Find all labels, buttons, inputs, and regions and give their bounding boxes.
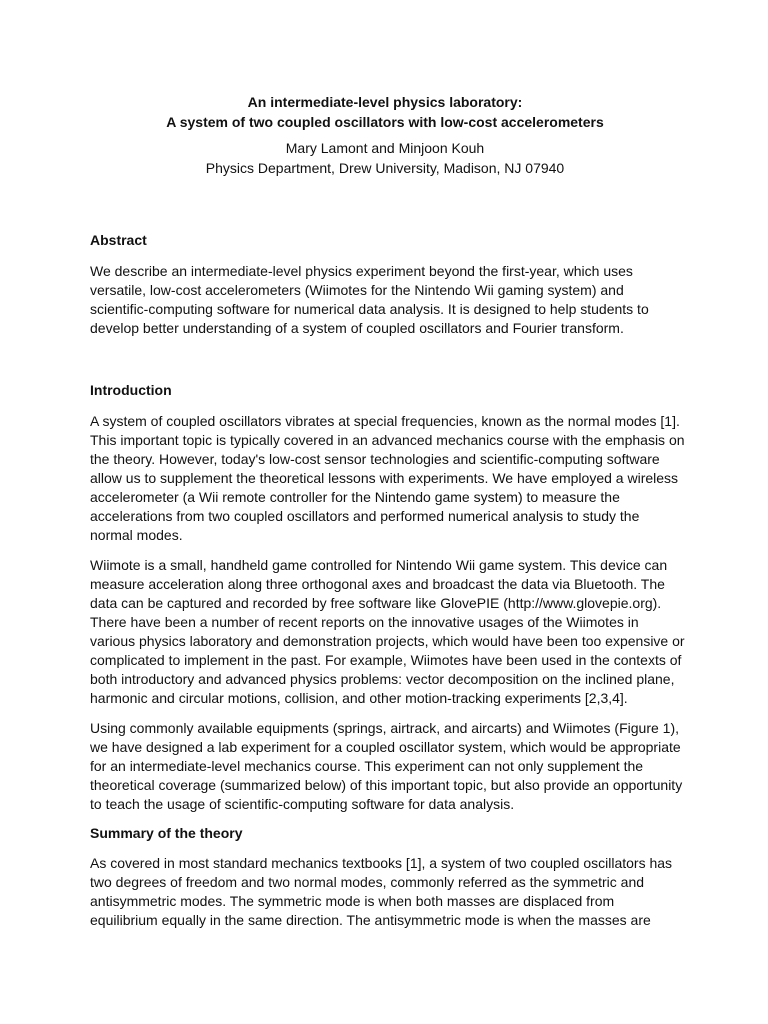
text-line: equilibrium equally in the same direction. The antisymmetric mode is when the masses are [90,912,651,928]
introduction-paragraph-1 [90,412,685,545]
theory-heading: Summary of the theory [90,825,243,841]
introduction-paragraph-3 [90,719,683,814]
text-line: we have designed a lab experiment for a coupled oscillator system, which would be appropriate [90,739,681,755]
abstract-heading: Abstract [90,232,147,248]
text-line: measure acceleration along three orthogonal axes and broadcast the data via Bluetooth. The [90,576,665,592]
text-line: accelerometer (a Wii remote controller for the Nintendo game system) to measure the [90,489,620,505]
text-line: harmonic and circular motions, collision, and other motion-tracking experiments [2,3,4]. [90,690,628,706]
paper-page [90,92,685,930]
text-line: data can be captured and recorded by free software like GlovePIE (http://www.glovepie.org). [90,595,662,611]
text-line: As covered in most standard mechanics textbooks [1], a system of two coupled oscillators has [90,855,673,871]
text-line: A system of coupled oscillators vibrates at special frequencies, known as the normal modes [1]. [90,413,680,429]
text-line: develop better understanding of a system of coupled oscillators and Fourier transform. [90,320,624,336]
text-line: normal modes. [90,527,183,543]
text-line: scientific-computing software for numerical data analysis. It is designed to help students to [90,301,649,317]
text-line: versatile, low-cost accelerometers (Wiimotes for the Nintendo Wii gaming system) and [90,282,624,298]
author-affiliation: Physics Department, Drew University, Madison, NJ 07940 [205,160,565,176]
text-line: This important topic is typically covered in an advanced mechanics course with the emphasis on [90,432,685,448]
author-names: Mary Lamont and Minjoon Kouh [285,140,485,156]
author-block [90,138,680,178]
introduction-paragraph-2 [90,556,685,708]
text-line: two degrees of freedom and two normal modes, commonly referred as the symmetric and [90,874,645,890]
text-line: various physics laboratory and demonstration projects, which would have been too expensive or [90,633,685,649]
text-line: accelerations from two coupled oscillators and performed numerical analysis to study the [90,508,640,524]
text-line: to teach the usage of scientific-computing software for data analysis. [90,796,515,812]
text-line: We describe an intermediate-level physics experiment beyond the first-year, which uses [90,263,633,279]
text-line: Using commonly available equipments (springs, airtrack, and aircarts) and Wiimotes (Figure 1), [90,720,679,736]
text-line: for an intermediate-level mechanics course. This experiment can not only supplement the [90,758,644,774]
title-line-2: A system of two coupled oscillators with low-cost accelerometers [166,114,604,130]
text-line: allow us to supplement the theoretical lessons with experiments. We have employed a wireless [90,470,679,486]
paper-title [90,92,680,132]
text-line: the theory. However, today's low-cost sensor technologies and scientific-computing software [90,451,660,467]
text-line: both introductory and advanced physics problems: vector decomposition on the inclined plane, [90,671,675,687]
theory-paragraph-1 [90,854,680,930]
text-line: There have been a number of recent reports on the innovative usages of the Wiimotes in [90,614,639,630]
text-line: antisymmetric modes. The symmetric mode is when both masses are displaced from [90,893,615,909]
abstract-paragraph [90,262,680,338]
text-line: Wiimote is a small, handheld game controlled for Nintendo Wii game system. This device can [90,557,668,573]
introduction-heading: Introduction [90,382,172,398]
title-line-1: An intermediate-level physics laboratory: [247,94,523,110]
text-line: theoretical coverage (summarized below) of this important topic, but also provide an opportunity [90,777,683,793]
text-line: complicated to implement in the past. For example, Wiimotes have been used in the contexts of [90,652,682,668]
